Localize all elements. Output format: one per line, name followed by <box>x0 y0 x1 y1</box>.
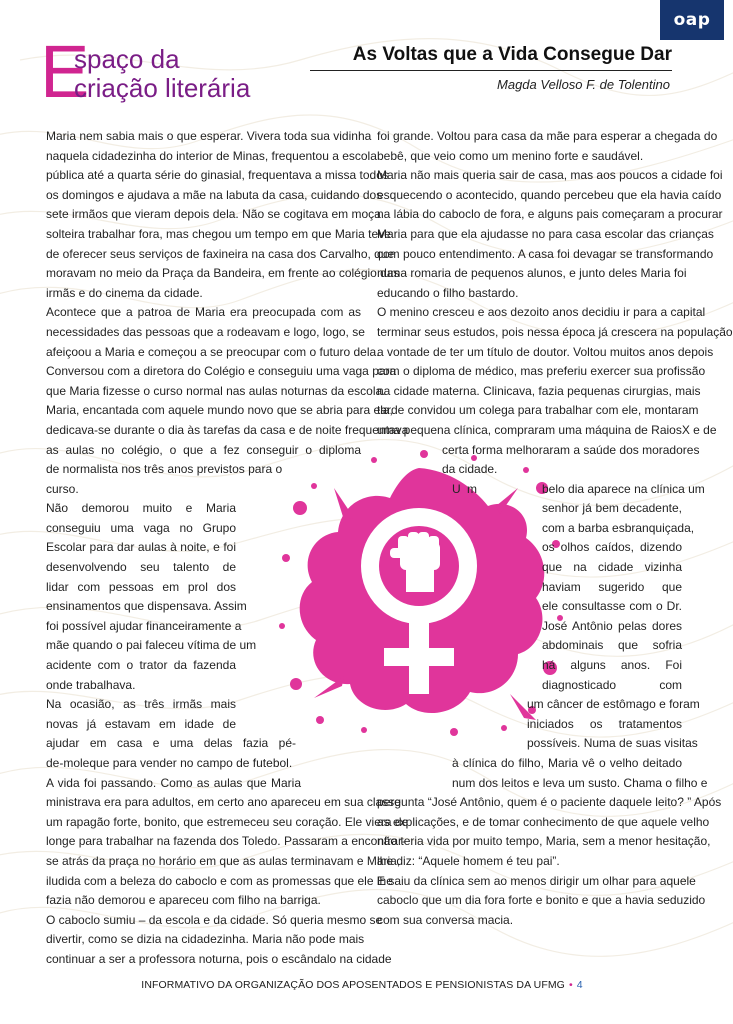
text-line: um rapagão forte, bonito, que estremeceu seu coração. Ele viera de <box>46 814 409 829</box>
text-line: O menino cresceu e aos dezoito anos decidiu ir para a capital <box>377 305 706 320</box>
article-author: Magda Velloso F. de Tolentino <box>497 77 670 92</box>
text-line: foi possível ajudar financeiramente a <box>46 618 242 633</box>
text-line: na lábia do caboclo de fora, e alguns pais começaram a procurar <box>377 207 723 222</box>
text-line: com o diploma de médico, mas preferiu exercer sua profissão <box>377 364 706 379</box>
text-line: numa romaria de pequenos alunos, e junto deles Maria foi <box>377 266 687 281</box>
text-line: educando o filho bastardo. <box>377 285 519 300</box>
text-line: se atrás da praça no horário em que as aulas terminavam e Maria, <box>46 853 401 868</box>
text-line: A vida foi passando. Como as aulas que Maria <box>46 775 301 790</box>
text-line: acidente com o trator da fazenda <box>46 658 236 673</box>
text-line: continuar a ser a professora noturna, pois o escândalo na cidade <box>46 951 392 966</box>
paragraph <box>46 695 361 773</box>
title-underline <box>310 70 672 71</box>
text-line: pública até a quarta série do ginasial, frequentava a missa todos <box>46 168 389 183</box>
text-line: ensinamentos que dispensava. Assim <box>46 599 247 614</box>
text-line: lidar com pessoas em prol dos <box>46 579 236 594</box>
text-line: conseguiu uma vaga no Grupo <box>46 520 236 535</box>
text-line: Maria não mais queria sair de casa, mas aos poucos a cidade foi <box>377 168 723 183</box>
text-line: Maria, encantada com aquele mundo novo que se abria para ela, <box>46 403 393 418</box>
text-line: foi grande. Voltou para casa da mãe para esperar a chegada do <box>377 129 718 143</box>
text-line: com a barba esbranquiçada, <box>542 520 695 535</box>
text-line: irmãs e do cinema da cidade. <box>46 285 203 300</box>
text-line: Conversou com a diretora do Colégio e conseguiu uma vaga para <box>46 364 397 379</box>
text-line: caboclo que um dia fora forte e bonito e que a havia seduzido <box>377 893 706 908</box>
text-line: desenvolvendo seu talento de <box>46 560 236 575</box>
text-line: Escolar para dar aulas à noite, e foi <box>46 540 236 555</box>
text-line: com pouco entendimento. A casa foi devagar se transformando <box>377 246 714 261</box>
paragraph <box>46 127 400 303</box>
text-line: pergunta “José Antônio, quem é o paciente daquele leito? ” Após <box>377 795 722 810</box>
paragraph <box>46 303 409 499</box>
text-line: longe para trabalhar na fazenda dos Toledo. Passaram a encontrar- <box>46 834 407 849</box>
text-line: curso. <box>46 481 79 496</box>
article-title: As Voltas que a Vida Consegue Dar <box>352 44 672 65</box>
text-line: de-moleque para vender no campo de futebol. <box>46 756 293 770</box>
footer-separator: • <box>568 979 573 991</box>
oap-logo-badge: oap <box>660 0 724 40</box>
text-line: que Maria fizesse o curso normal nas aulas noturnas da escola. <box>46 383 386 398</box>
paragraph <box>377 303 733 479</box>
section-title <box>40 30 330 113</box>
text-line: uma pequena clínica, compraram uma máquina de RaiosX e de <box>377 422 717 437</box>
text-line: fazia não demorou e apareceu com filho na barriga. <box>46 893 321 908</box>
text-line: lhe diz: “Aquele homem é teu pai”. <box>377 853 560 868</box>
text-line: Na ocasião, as três irmãs mais <box>46 697 236 712</box>
text-line: U m <box>452 481 477 496</box>
paragraph <box>377 872 706 931</box>
text-line: E saiu da clínica sem ao menos dirigir um olhar para aquele <box>377 873 696 888</box>
paragraph <box>46 911 392 970</box>
page-number: 4 <box>576 979 583 991</box>
text-line: iniciados os tratamentos <box>527 716 682 731</box>
text-line: que na cidade vizinha <box>542 560 682 575</box>
text-line: belo dia aparece na clínica um <box>542 481 705 496</box>
text-line: sete irmãos que vieram depois dela. Não se cogitava em moça <box>46 207 381 222</box>
paragraph <box>377 127 718 166</box>
section-initial-letter: E <box>40 30 90 113</box>
text-line: ministrava era para adultos, em certo ano apareceu em sua classe <box>46 795 401 810</box>
article-left-column <box>46 127 409 970</box>
section-title-line-2: criação literária <box>74 73 251 103</box>
text-line: José Antônio pelas dores <box>542 618 682 633</box>
text-line: abdominais que sofria <box>542 638 682 653</box>
text-line: divertir, como se dizia na cidadezinha. Maria não pode mais <box>46 932 365 947</box>
text-line: haviam sugerido que <box>542 579 682 594</box>
section-title-line-1: spaço da <box>74 44 180 74</box>
text-line: O caboclo sumiu – da escola e da cidade. Só queria mesmo se <box>46 912 383 927</box>
text-line: não teria vida por muito tempo, Maria, sem a menor hesitação, <box>377 834 711 849</box>
text-line: senhor já bem decadente, <box>542 501 682 516</box>
text-line: na cidade materna. Clinicava, fazia pequenas cirurgias, mais <box>377 383 701 398</box>
text-line: os olhos caídos, dizendo <box>542 540 682 555</box>
text-line: necessidades das pessoas que a rodeavam e logo, logo, se <box>46 324 365 339</box>
text-line: à clínica do filho, Maria vê o velho deitado <box>452 756 682 770</box>
page-footer <box>0 979 724 991</box>
paragraph <box>46 499 361 695</box>
text-line: Acontece que a patroa de Maria era preocupada com as <box>46 305 361 320</box>
text-line: diagnosticado com <box>542 677 682 692</box>
footer-publication-name: INFORMATIVO DA ORGANIZAÇÃO DOS APOSENTADOS E PENSIONISTAS DA UFMG <box>141 979 565 991</box>
text-line: da cidade. <box>442 462 498 477</box>
text-line: ajudar em casa e uma delas fazia pé- <box>46 736 296 751</box>
text-line: as explicações, e de tomar conhecimento de que aquele velho <box>377 814 710 829</box>
text-line: possíveis. Numa de suas visitas <box>527 736 698 751</box>
paragraph <box>377 166 723 303</box>
text-line: a vontade de ter um título de doutor. Voltou muitos anos depois <box>377 344 714 359</box>
text-line: num dos leitos e leva um susto. Chama o filho e <box>452 775 708 790</box>
text-line: terminar seus estudos, pois nessa época já crescera na população <box>377 324 733 339</box>
text-line: Maria para que ela ajudasse no para casa escolar das crianças <box>377 226 714 241</box>
text-line: com sua conversa macia. <box>377 912 514 927</box>
text-line: Não demorou muito e Maria <box>46 501 236 516</box>
paragraph <box>46 774 409 911</box>
text-line: novas já estavam em idade de <box>46 716 236 731</box>
text-line: solteira trabalhar fora, mas chegou um tempo em que Maria teve <box>46 226 391 241</box>
text-line: tarde convidou um colega para trabalhar com ele, montaram <box>377 403 699 418</box>
text-line: Maria nem sabia mais o que esperar. Vivera toda sua vidinha <box>46 129 372 143</box>
text-line: há alguns anos. Foi <box>542 658 682 673</box>
paragraph <box>377 480 722 872</box>
text-line: mãe quando o pai faleceu vítima de um <box>46 638 257 653</box>
article-right-column <box>377 127 733 930</box>
text-line: de normalista nos três anos previstos para o <box>46 462 283 477</box>
text-line: dedicava-se durante o dia às tarefas da casa e de noite frequentava <box>46 422 409 437</box>
text-line: bebê, que veio como um menino forte e saudável. <box>377 148 644 163</box>
text-line: iludida com a beleza do caboclo e com as promessas que ele lhe <box>46 873 393 888</box>
text-line: as aulas no colégio, o que a fez conseguir o diploma <box>46 442 361 457</box>
text-line: ele consultasse com o Dr. <box>542 599 682 614</box>
text-line: de oferecer seus serviços de faxineira na casa dos Carvalho, que <box>46 246 395 261</box>
text-line: um câncer de estômago e foram <box>527 697 700 712</box>
text-line: os domingos e ajudava a mãe na labuta da casa, cuidando dos <box>46 187 383 202</box>
text-line: esquecendo o acontecido, quando percebeu que ela havia caído <box>377 187 722 202</box>
text-line: onde trabalhava. <box>46 677 136 692</box>
text-line: afeiçoou a Maria e começou a se preocupar com o futuro dela. <box>46 344 380 359</box>
text-line: moravam no meio da Praça da Bandeira, em frente ao colégio das <box>46 266 400 281</box>
text-line: certa forma melhoraram a saúde dos moradores <box>442 442 700 457</box>
text-line: naquela cidadezinha do interior de Minas, frequentou a escola <box>46 148 377 163</box>
